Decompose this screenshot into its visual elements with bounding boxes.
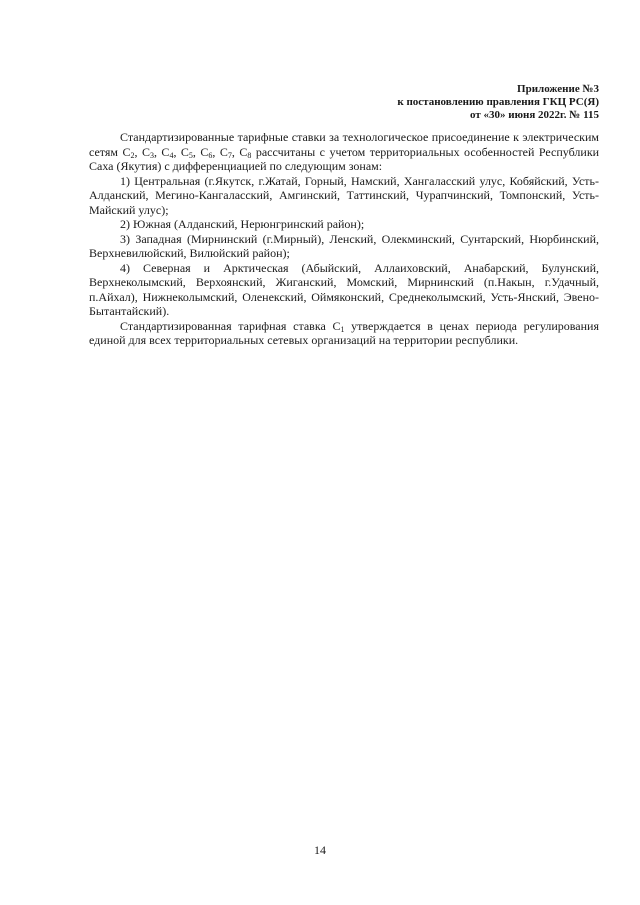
appendix-header: [397, 83, 599, 122]
rate-symbol-base: С: [122, 144, 131, 159]
rate-symbol: [239, 145, 251, 159]
zone-text: Северная и Арктическая (Абыйский, Аллаиховский, Анабарский, Булунский, Верхнеколымский, Верхоянский, Жиганский, Момский, Мирнинский (п.Накын, г.Удачный, п.Айхал), Нижнеколымский, Оленекский, Оймяконский, Среднеколымский, Усть-Янский, Эвено-Бытантайский).: [89, 260, 599, 318]
rate-symbol-base: С: [161, 144, 170, 159]
appendix-decree-date: от «30» июня 2022г. № 115: [470, 109, 599, 121]
rate-symbol-base: С: [200, 144, 209, 159]
closing-text-after: утверждается в ценах периода регулирования единой для всех территориальных сетевых организаций на территории республики.: [89, 318, 599, 347]
rate-symbol-subscript: 7: [227, 150, 232, 160]
rate-symbol: [142, 145, 154, 159]
closing-paragraph: [89, 319, 599, 348]
zone-text: Центральная (г.Якутск, г.Жатай, Горный, Намский, Хангаласский улус, Кобяйский, Усть-Алданский, Мегино-Кангаласский, Амгинский, Таттинский, Чурапчинский, Томпонский, Усть-Майский улус);: [89, 173, 600, 217]
rate-symbol-subscript: 5: [188, 150, 193, 160]
rate-symbol-base: С: [239, 144, 248, 159]
zone-text: Южная (Алданский, Нерюнгринский район);: [133, 217, 365, 231]
rate-list: [122, 145, 251, 159]
rate-symbol: [200, 145, 212, 159]
zone-number: 2): [120, 217, 130, 231]
rate-symbol: [181, 145, 193, 159]
rate-c1-subscript: 1: [340, 324, 345, 334]
appendix-decree-ref: к постановлению правления ГКЦ РС(Я): [397, 96, 599, 108]
page-number: 14: [314, 843, 326, 857]
rate-c1-base: С: [332, 318, 341, 333]
zone-item-2: [89, 217, 599, 232]
rate-symbol-subscript: 2: [130, 150, 135, 160]
rate-separator: ,: [153, 144, 162, 159]
rate-symbol-subscript: 4: [169, 150, 174, 160]
rate-symbol-subscript: 3: [149, 150, 154, 160]
zone-number: 1): [120, 173, 130, 188]
rate-symbol-base: С: [219, 144, 228, 159]
rate-symbol-base: С: [180, 144, 189, 159]
rate-symbol-subscript: 6: [208, 150, 213, 160]
intro-text-after: рассчитаны с учетом территориальных особенностей Республики Саха (Якутия) с дифференциацией по следующим зонам:: [89, 144, 600, 173]
rate-symbol: [220, 145, 232, 159]
rate-c1: [332, 319, 344, 333]
document-body: [89, 130, 599, 348]
intro-text-before: Стандартизированные тарифные ставки за технологическое присоединение к электрическим сетям: [89, 130, 599, 159]
zone-item-1: [89, 174, 599, 218]
closing-text-before: Стандартизированная тарифная ставка: [120, 318, 333, 333]
zone-number: 4): [120, 260, 130, 275]
rate-symbol: [161, 145, 173, 159]
rate-separator: ,: [212, 144, 220, 159]
rate-symbol-base: С: [141, 144, 150, 159]
appendix-title: Приложение №3: [517, 83, 599, 95]
zone-number: 3): [120, 231, 130, 246]
rate-separator: ,: [134, 144, 142, 159]
zone-text: Западная (Мирнинский (г.Мирный), Ленский, Олекминский, Сунтарский, Нюрбинский, Верхневилюйский, Вилюйский район);: [89, 231, 599, 260]
zone-item-3: [89, 232, 599, 261]
zone-item-4: [89, 261, 599, 319]
rate-separator: ,: [192, 144, 201, 159]
rate-separator: ,: [231, 144, 240, 159]
rate-separator: ,: [173, 144, 181, 159]
rate-symbol: [122, 145, 134, 159]
intro-paragraph: [89, 130, 599, 174]
rate-symbol-subscript: 8: [247, 150, 252, 160]
